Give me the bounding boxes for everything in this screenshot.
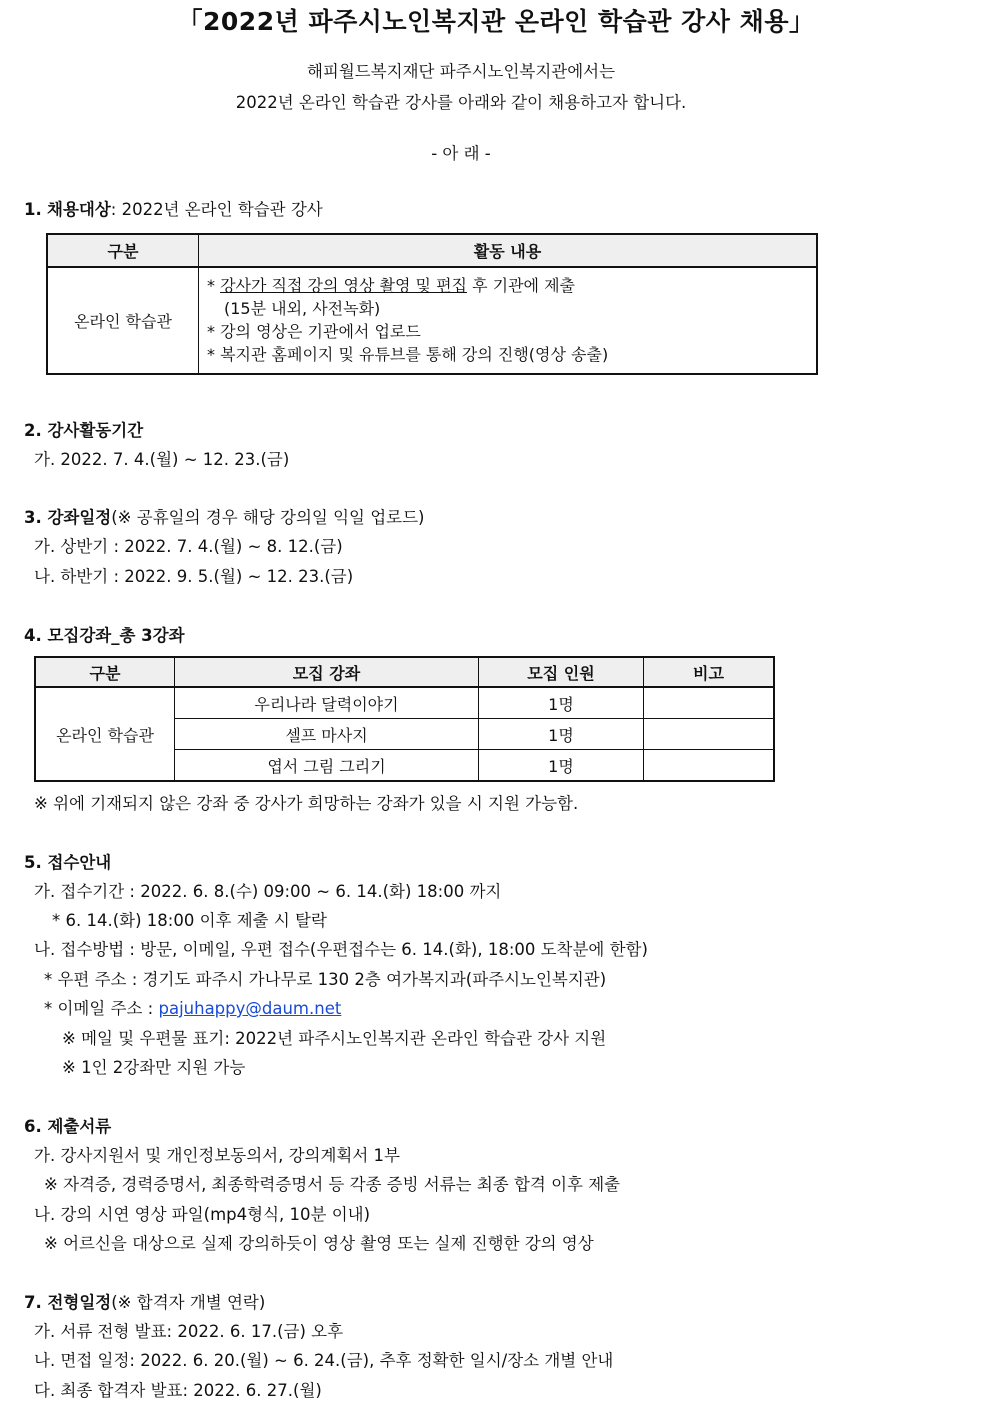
sec7-item-2: 나. 면접 일정: 2022. 6. 20.(월) ~ 6. 24.(금), 추후 정확한 일시/장소 개별 안내 — [34, 1351, 614, 1370]
t2-header-note: 비고 — [644, 657, 775, 687]
table-row — [35, 687, 774, 719]
sec5-item-1-note: * 6. 14.(화) 18:00 이후 제출 시 탈락 — [52, 911, 327, 930]
sec3-item-1: 가. 상반기 : 2022. 7. 4.(월) ~ 8. 12.(금) — [34, 537, 343, 556]
sec6-item-1: 가. 강사지원서 및 개인정보동의서, 강의계획서 1부 — [34, 1146, 400, 1165]
t1-activity-3: * 복지관 홈페이지 및 유튜브를 통해 강의 진행(영상 송출) — [207, 345, 609, 364]
t1-header-activity: 활동 내용 — [199, 234, 818, 267]
page-title: 「2022년 파주시노인복지관 온라인 학습관 강사 채용」 — [177, 7, 815, 36]
sec3-item-2: 나. 하반기 : 2022. 9. 5.(월) ~ 12. 23.(금) — [34, 567, 354, 586]
t1-activity-1-sub: (15분 내외, 사전녹화) — [224, 299, 381, 318]
t2-course: 엽서 그림 그리기 — [175, 750, 479, 782]
t1-activity-1: * 강사가 직접 강의 영상 촬영 및 편집 후 기관에 제출 — [207, 276, 575, 295]
t2-header-count: 모집 인원 — [479, 657, 644, 687]
t2-note — [644, 750, 775, 782]
t2-category: 온라인 학습관 — [35, 687, 175, 781]
sec5-title: 5. 접수안내 — [24, 853, 112, 872]
t2-count: 1명 — [479, 687, 644, 719]
sec7-item-3: 다. 최종 합격자 발표: 2022. 6. 27.(월) — [34, 1381, 322, 1400]
sec5-item-2: 나. 접수방법 : 방문, 이메일, 우편 접수(우편접수는 6. 14.(화), 18:00 도착분에 한함) — [34, 940, 648, 959]
t1-category: 온라인 학습관 — [47, 267, 199, 374]
t2-course: 우리나라 달력이야기 — [175, 687, 479, 719]
sec3-heading — [24, 507, 424, 529]
sec2-title: 2. 강사활동기간 — [24, 421, 144, 440]
intro-line-2: 2022년 온라인 학습관 강사를 아래와 같이 채용하고자 합니다. — [235, 93, 687, 112]
t2-note — [644, 719, 775, 750]
sec5-address: * 우편 주소 : 경기도 파주시 가나무로 130 2층 여가복지과(파주시노인복지관) — [44, 970, 607, 989]
t2-header-course: 모집 강좌 — [175, 657, 479, 687]
sec7-item-1: 가. 서류 전형 발표: 2022. 6. 17.(금) 오후 — [34, 1322, 344, 1341]
sec4-title: 4. 모집강좌_총 3강좌 — [24, 626, 185, 645]
sec6-item-2-note: ※ 어르신을 대상으로 실제 강의하듯이 영상 촬영 또는 실제 진행한 강의 영상 — [44, 1234, 594, 1253]
t1-activity-2: * 강의 영상은 기관에서 업로드 — [207, 322, 421, 341]
email-label: * 이메일 주소 : — [44, 999, 159, 1018]
email-link[interactable]: pajuhappy@daum.net — [158, 999, 342, 1018]
t2-course: 셀프 마사지 — [175, 719, 479, 750]
t1-activities — [199, 267, 818, 374]
sec5-note-2: ※ 1인 2강좌만 지원 가능 — [62, 1058, 246, 1077]
sec5-item-1: 가. 접수기간 : 2022. 6. 8.(수) 09:00 ~ 6. 14.(화) 18:00 까지 — [34, 882, 502, 901]
t1-activity-1-underlined: 강사가 직접 강의 영상 촬영 및 편집 — [220, 276, 467, 295]
sec3-title: 3. 강좌일정 — [24, 508, 112, 527]
t2-header-category: 구분 — [35, 657, 175, 687]
sec1-heading — [24, 199, 323, 221]
sec6-item-1-note: ※ 자격증, 경력증명서, 최종학력증명서 등 각종 증빙 서류는 최종 합격 이후 제출 — [44, 1175, 621, 1194]
sec7-note: (※ 합격자 개별 연락) — [111, 1293, 266, 1312]
sec4-note: ※ 위에 기재되지 않은 강좌 중 강사가 희망하는 강좌가 있을 시 지원 가능함. — [34, 794, 579, 813]
t2-count: 1명 — [479, 719, 644, 750]
t2-count: 1명 — [479, 750, 644, 782]
sec2-item-1: 가. 2022. 7. 4.(월) ~ 12. 23.(금) — [34, 450, 290, 469]
sec5-email-line — [44, 998, 341, 1020]
course-table — [34, 656, 775, 782]
sec1-title: 채용대상 — [47, 200, 111, 219]
sec7-title: 7. 전형일정 — [24, 1293, 112, 1312]
intro-line-1: 해피월드복지재단 파주시노인복지관에서는 — [306, 62, 616, 81]
recruit-target-table — [46, 233, 818, 375]
sec3-note: (※ 공휴일의 경우 해당 강의일 익일 업로드) — [111, 508, 425, 527]
sec6-item-2: 나. 강의 시연 영상 파일(mp4형식, 10분 이내) — [34, 1205, 371, 1224]
sec6-title: 6. 제출서류 — [24, 1117, 112, 1136]
sec7-heading — [24, 1292, 265, 1314]
sec1-rest: : 2022년 온라인 학습관 강사 — [110, 200, 323, 219]
t2-note — [644, 687, 775, 719]
t1-header-category: 구분 — [47, 234, 199, 267]
sec1-number: 1. — [24, 200, 42, 219]
sec5-note-1: ※ 메일 및 우편물 표기: 2022년 파주시노인복지관 온라인 학습관 강사 지원 — [62, 1029, 607, 1048]
intro-below: - 아 래 - — [431, 144, 491, 163]
